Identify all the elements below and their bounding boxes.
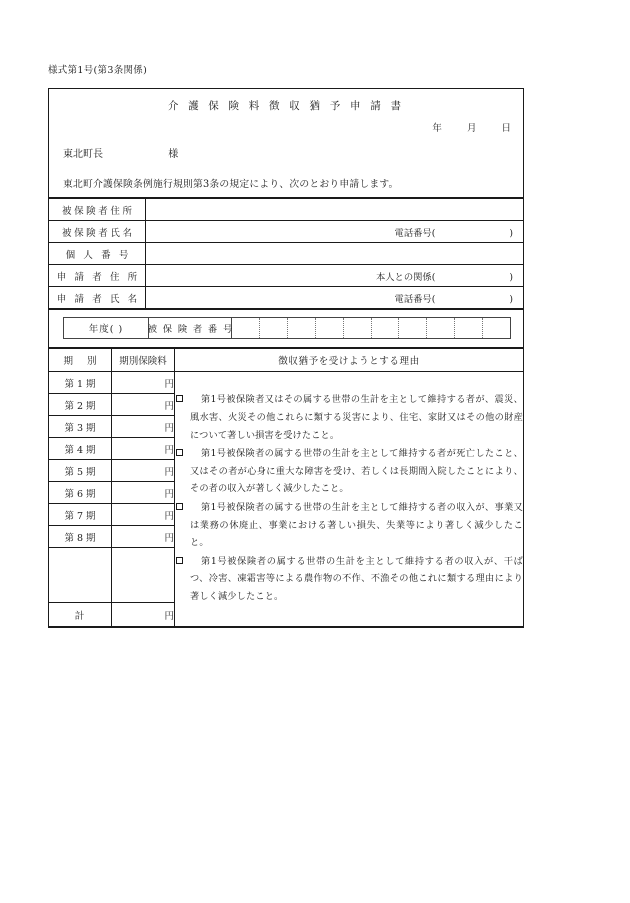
table-row bbox=[49, 243, 523, 265]
checkbox-icon[interactable] bbox=[176, 449, 183, 456]
header-reason: 徴収猶予を受けようとする理由 bbox=[175, 349, 524, 372]
addressee bbox=[63, 145, 178, 160]
fiscal-year-field[interactable]: 年度( ) bbox=[64, 318, 149, 338]
period-amount-7[interactable]: 円 bbox=[112, 504, 175, 526]
period-amount-3[interactable]: 円 bbox=[112, 416, 175, 438]
date-day-label: 日 bbox=[501, 123, 511, 134]
relationship-label: 本人との関係( bbox=[375, 272, 436, 283]
row-value-applicant-name[interactable] bbox=[146, 287, 524, 309]
total-label: 計 bbox=[49, 603, 112, 627]
table-row bbox=[49, 221, 523, 243]
period-amount-6[interactable]: 円 bbox=[112, 482, 175, 504]
period-label-4: 第 4 期 bbox=[49, 438, 112, 460]
addressee-honorific: 様 bbox=[168, 149, 179, 160]
row-value-individual-number[interactable] bbox=[146, 243, 524, 265]
relationship-close: ) bbox=[509, 272, 513, 283]
checkbox-icon[interactable] bbox=[176, 503, 183, 510]
reason-option-2[interactable] bbox=[175, 445, 523, 498]
period-label-1: 第 1 期 bbox=[49, 372, 112, 394]
row-label-insured-name: 被保険者氏名 bbox=[49, 221, 146, 243]
addressee-row bbox=[49, 139, 523, 169]
row-label-applicant-name: 申 請 者 氏 名 bbox=[49, 287, 146, 309]
header-period bbox=[49, 349, 112, 372]
period-amount-4[interactable]: 円 bbox=[112, 438, 175, 460]
period-label-2: 第 2 期 bbox=[49, 394, 112, 416]
insured-number-cell[interactable] bbox=[455, 318, 483, 338]
period-label-6: 第 6 期 bbox=[49, 482, 112, 504]
table-row bbox=[49, 199, 523, 221]
table-row bbox=[49, 372, 523, 394]
period-amount-8[interactable]: 円 bbox=[112, 526, 175, 548]
reason-cell bbox=[175, 372, 524, 627]
header-period-left: 期 bbox=[63, 356, 73, 367]
insured-number-cell[interactable] bbox=[344, 318, 372, 338]
period-label-7: 第 7 期 bbox=[49, 504, 112, 526]
period-label-5: 第 5 期 bbox=[49, 460, 112, 482]
reason-option-1[interactable] bbox=[175, 391, 523, 444]
form-number-label: 様式第1号(第3条関係) bbox=[48, 65, 148, 76]
insured-number-cell[interactable] bbox=[260, 318, 288, 338]
applicant-phone-close: ) bbox=[509, 294, 513, 305]
row-value-insured-name[interactable] bbox=[146, 221, 524, 243]
insured-number-cell[interactable] bbox=[372, 318, 400, 338]
checkbox-icon[interactable] bbox=[176, 557, 183, 564]
header-period-right: 別 bbox=[87, 356, 97, 367]
reason-text-4: 第1号被保険者の属する世帯の生計を主として維持する者の収入が、干ばつ、冷害、凍霜害等による農作物の不作、不漁その他これに類する理由により著しく減少したこと。 bbox=[190, 555, 523, 602]
insured-number-cell[interactable] bbox=[288, 318, 316, 338]
insured-number-box bbox=[63, 317, 511, 339]
period-amount-2[interactable]: 円 bbox=[112, 394, 175, 416]
reason-text-3: 第1号被保険者の属する世帯の生計を主として維持する者の収入が、事業又は業務の休廃止、事業における著しい損失、失業等により著しく減少したこと。 bbox=[190, 502, 523, 549]
header-fee: 期別保険料 bbox=[112, 349, 175, 372]
row-value-insured-address[interactable] bbox=[146, 199, 524, 221]
insured-number-label: 被 保 険 者 番 号 bbox=[149, 318, 232, 338]
insured-number-cell[interactable] bbox=[483, 318, 510, 338]
statement-text: 東北町介護保険条例施行規則第3条の規定により、次のとおり申請します。 bbox=[63, 179, 399, 190]
period-label-3: 第 3 期 bbox=[49, 416, 112, 438]
period-amount-1[interactable]: 円 bbox=[112, 372, 175, 394]
period-amount-blank[interactable] bbox=[112, 548, 175, 603]
date-line bbox=[432, 120, 511, 134]
date-month-label: 月 bbox=[466, 123, 477, 134]
row-label-applicant-address: 申 請 者 住 所 bbox=[49, 265, 146, 287]
row-label-individual-number: 個 人 番 号 bbox=[49, 243, 146, 265]
reason-option-4[interactable] bbox=[175, 553, 523, 606]
table-header-row bbox=[49, 349, 523, 372]
insured-phone-label: 電話番号( bbox=[394, 228, 436, 239]
checkbox-icon[interactable] bbox=[176, 395, 183, 402]
date-year-label: 年 bbox=[432, 123, 442, 134]
table-row bbox=[49, 265, 523, 287]
period-reason-table bbox=[49, 348, 523, 627]
form-outer-frame bbox=[48, 88, 524, 628]
period-amount-5[interactable]: 円 bbox=[112, 460, 175, 482]
total-amount[interactable]: 円 bbox=[112, 603, 175, 627]
reason-text-2: 第1号被保険者の属する世帯の生計を主として維持する者が死亡したこと、又はその者が心身に重大な障害を受け、若しくは長期間入院したことにより、その者の収入が著しく減少したこと。 bbox=[190, 448, 523, 495]
row-value-applicant-address[interactable] bbox=[146, 265, 524, 287]
insured-phone-field[interactable] bbox=[395, 225, 513, 239]
table-row bbox=[49, 287, 523, 309]
reason-text-1: 第1号被保険者又はその属する世帯の生計を主として維持する者が、震災、風水害、火災その他これらに類する災害により、住宅、家財又はその他の財産について著しい損害を受けたこと。 bbox=[190, 394, 523, 441]
addressee-name: 東北町長 bbox=[63, 149, 103, 160]
insured-number-cell[interactable] bbox=[399, 318, 427, 338]
applicant-phone-field[interactable] bbox=[395, 291, 513, 305]
insured-number-cell[interactable] bbox=[232, 318, 260, 338]
insured-number-band bbox=[49, 309, 523, 348]
insured-number-cells[interactable] bbox=[232, 318, 510, 338]
page-title: 介 護 保 険 料 徴 収 猶 予 申 請 書 bbox=[167, 100, 405, 112]
row-label-insured-address: 被保険者住所 bbox=[49, 199, 146, 221]
statement-row bbox=[49, 169, 523, 198]
applicant-phone-label: 電話番号( bbox=[394, 294, 436, 305]
insured-number-cell[interactable] bbox=[427, 318, 455, 338]
reason-option-3[interactable] bbox=[175, 499, 523, 552]
date-row bbox=[49, 117, 523, 139]
period-label-blank[interactable] bbox=[49, 548, 112, 603]
applicant-table bbox=[49, 198, 523, 309]
period-label-8: 第 8 期 bbox=[49, 526, 112, 548]
insured-phone-close: ) bbox=[509, 228, 513, 239]
insured-number-cell[interactable] bbox=[316, 318, 344, 338]
title-row bbox=[49, 89, 523, 117]
relationship-field[interactable] bbox=[376, 269, 513, 283]
